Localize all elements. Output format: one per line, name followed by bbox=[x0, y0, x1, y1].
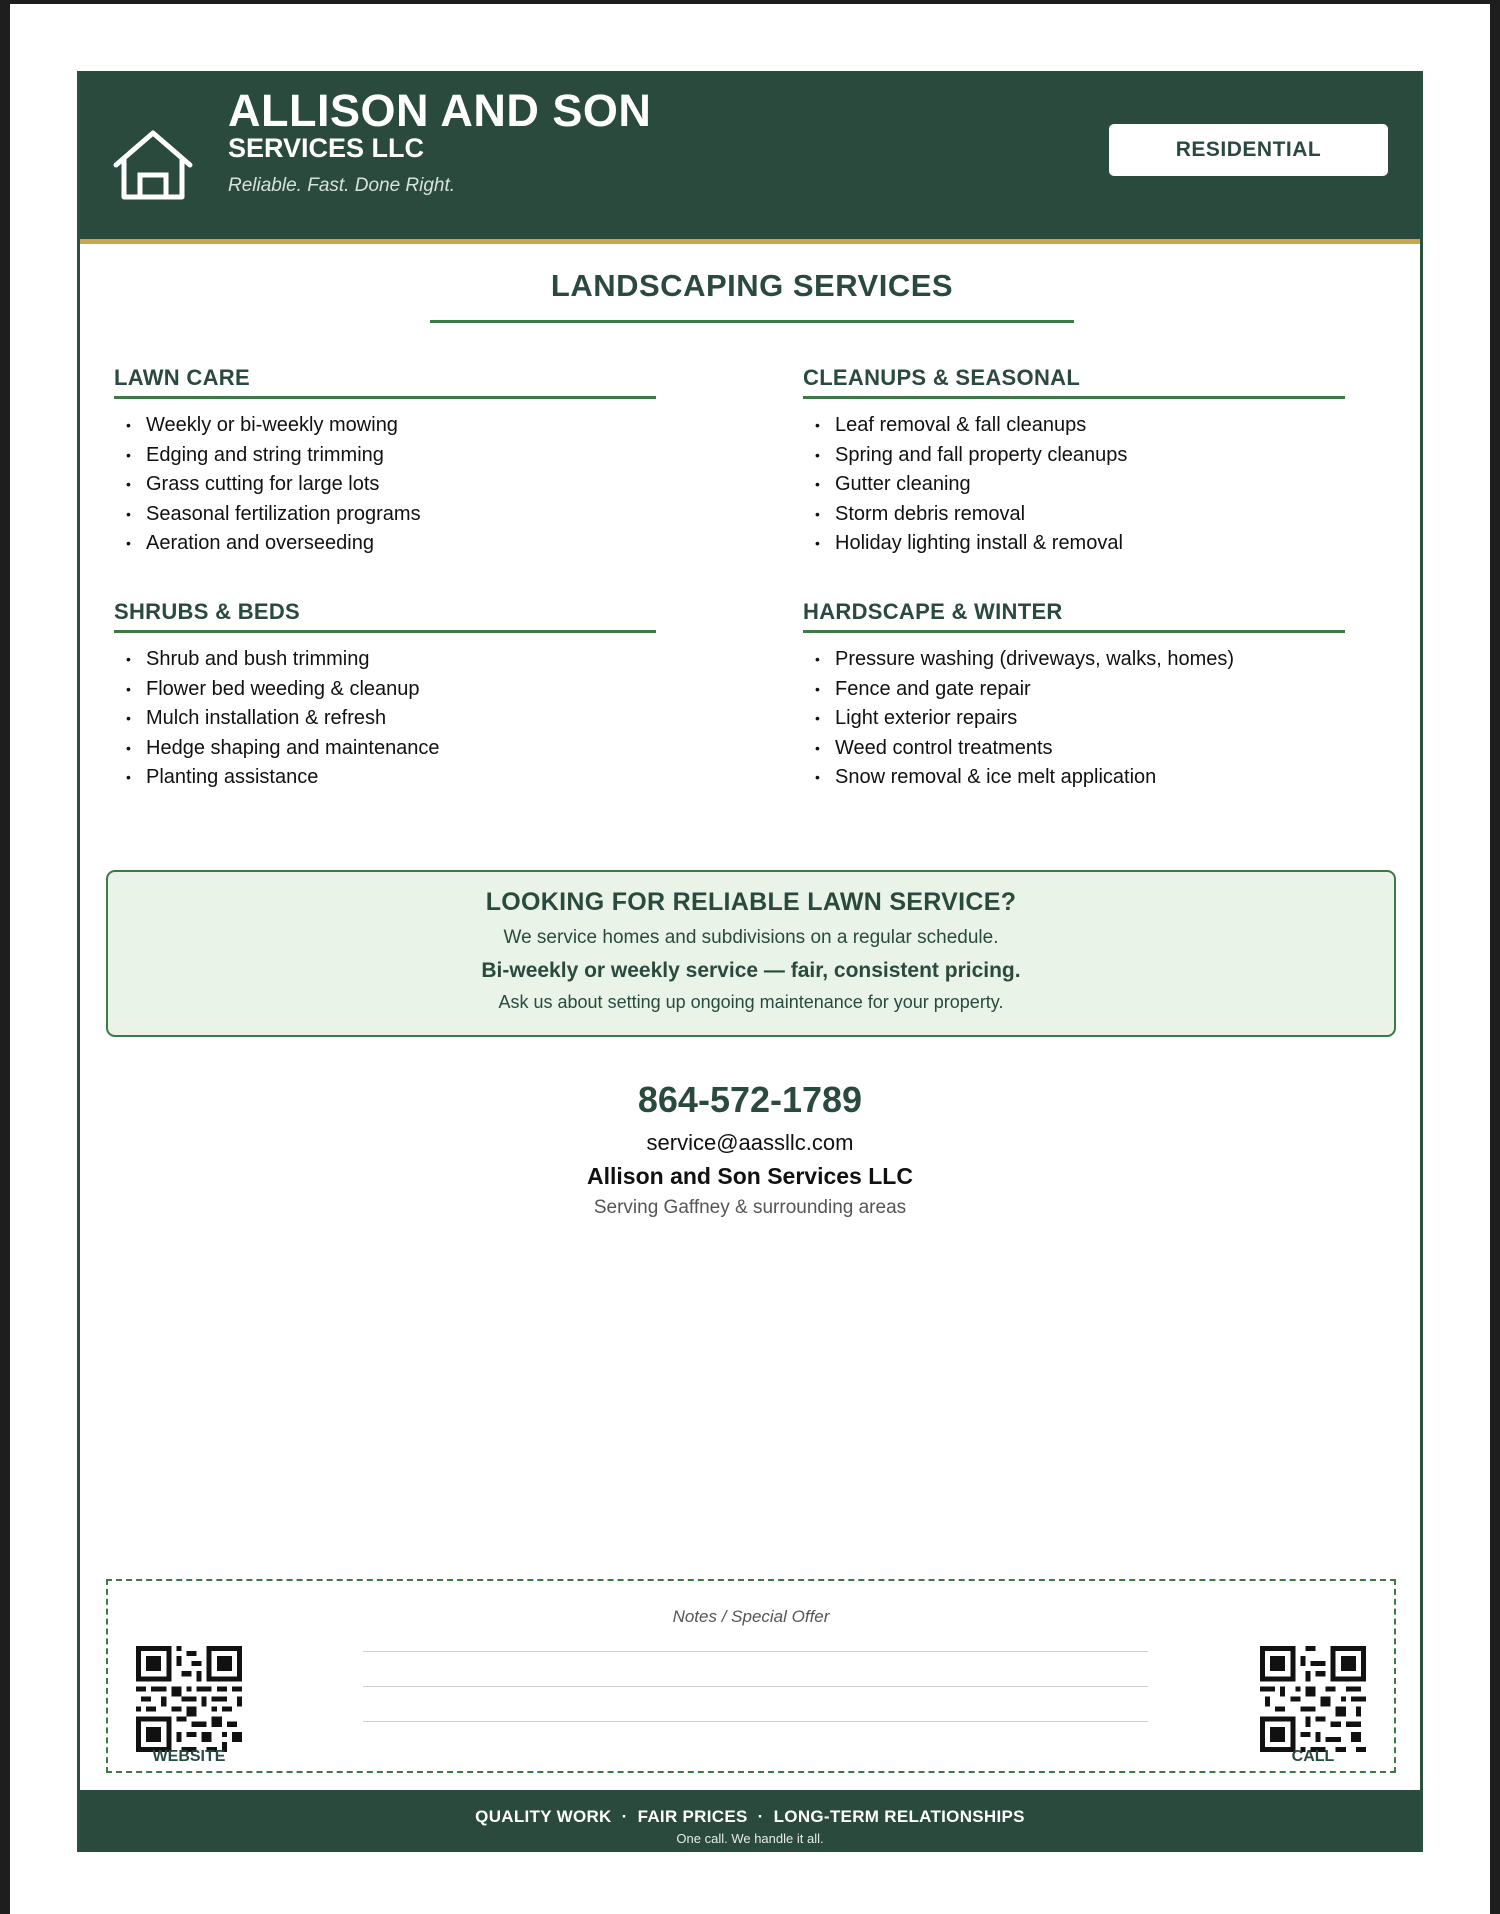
footer-item: LONG-TERM RELATIONSHIPS bbox=[773, 1807, 1025, 1826]
footer-item: FAIR PRICES bbox=[637, 1807, 748, 1826]
list-item: • Flower bed weeding & cleanup bbox=[114, 675, 656, 705]
note-line bbox=[363, 1721, 1148, 1722]
call-qr-code-icon[interactable] bbox=[1260, 1646, 1366, 1752]
promo-note: Ask us about setting up ongoing maintenance for your property. bbox=[498, 992, 1004, 1012]
list-item: • Storm debris removal bbox=[803, 500, 1345, 530]
viewer-top-edge bbox=[0, 0, 1500, 4]
note-line bbox=[363, 1686, 1148, 1687]
viewer-right-edge bbox=[1490, 0, 1500, 1914]
footer-values bbox=[80, 1807, 1420, 1827]
section-title: SHRUBS & BEDS bbox=[114, 599, 656, 633]
section-lawn-care bbox=[114, 365, 656, 559]
email-address[interactable]: service@aassllc.com bbox=[646, 1130, 854, 1155]
flyer-footer bbox=[80, 1790, 1420, 1852]
section-title: LAWN CARE bbox=[114, 365, 656, 399]
promo-text: We service homes and subdivisions on a regular schedule. bbox=[503, 927, 999, 948]
list-item: • Leaf removal & fall cleanups bbox=[803, 411, 1345, 441]
flyer-header bbox=[80, 71, 1420, 244]
list-item: • Seasonal fertilization programs bbox=[114, 500, 656, 530]
list-item: • Pressure washing (driveways, walks, homes) bbox=[803, 645, 1345, 675]
promo-box bbox=[106, 870, 1396, 1037]
website-qr-code-icon[interactable] bbox=[136, 1646, 242, 1752]
notes-box bbox=[106, 1579, 1396, 1773]
section-title: HARDSCAPE & WINTER bbox=[803, 599, 1345, 633]
viewer-left-edge bbox=[0, 0, 10, 1914]
section-shrubs-beds bbox=[114, 599, 656, 793]
list-item: • Aeration and overseeding bbox=[114, 529, 656, 559]
service-list bbox=[114, 645, 656, 793]
phone-number[interactable]: 864-572-1789 bbox=[637, 1079, 863, 1120]
list-item: • Snow removal & ice melt application bbox=[803, 763, 1345, 793]
service-list bbox=[114, 411, 656, 559]
main-title: LANDSCAPING SERVICES bbox=[550, 268, 954, 303]
list-item: • Holiday lighting install & removal bbox=[803, 529, 1345, 559]
list-item: • Mulch installation & refresh bbox=[114, 704, 656, 734]
company-full-name: Allison and Son Services LLC bbox=[587, 1163, 913, 1189]
list-item: • Weekly or bi-weekly mowing bbox=[114, 411, 656, 441]
call-qr-label: CALL bbox=[1291, 1748, 1335, 1765]
list-item: • Fence and gate repair bbox=[803, 675, 1345, 705]
list-item: • Planting assistance bbox=[114, 763, 656, 793]
service-list bbox=[803, 645, 1345, 793]
footer-subtext: One call. We handle it all. bbox=[676, 1831, 824, 1846]
company-suffix: SERVICES LLC bbox=[228, 133, 425, 163]
tagline: Reliable. Fast. Done Right. bbox=[228, 175, 456, 196]
footer-item: QUALITY WORK bbox=[475, 1807, 612, 1826]
section-hardscape-winter bbox=[803, 599, 1345, 793]
notes-label: Notes / Special Offer bbox=[672, 1607, 830, 1626]
residential-badge: RESIDENTIAL bbox=[1109, 124, 1388, 176]
list-item: • Light exterior repairs bbox=[803, 704, 1345, 734]
list-item: • Shrub and bush trimming bbox=[114, 645, 656, 675]
service-area: Serving Gaffney & surrounding areas bbox=[593, 1197, 907, 1218]
footer-separator: · bbox=[621, 1807, 628, 1826]
footer-separator: · bbox=[757, 1807, 764, 1826]
service-list bbox=[803, 411, 1345, 559]
list-item: • Hedge shaping and maintenance bbox=[114, 734, 656, 764]
promo-highlight: Bi-weekly or weekly service — fair, consistent pricing. bbox=[481, 959, 1021, 982]
list-item: • Gutter cleaning bbox=[803, 470, 1345, 500]
promo-title: LOOKING FOR RELIABLE LAWN SERVICE? bbox=[485, 888, 1017, 916]
website-qr-label: WEBSITE bbox=[152, 1748, 226, 1765]
list-item: • Grass cutting for large lots bbox=[114, 470, 656, 500]
flyer-page bbox=[77, 71, 1423, 1852]
company-name: ALLISON AND SON bbox=[228, 85, 652, 136]
title-divider bbox=[430, 320, 1074, 323]
section-title: CLEANUPS & SEASONAL bbox=[803, 365, 1345, 399]
list-item: • Edging and string trimming bbox=[114, 441, 656, 471]
house-icon bbox=[113, 129, 193, 201]
list-item: • Weed control treatments bbox=[803, 734, 1345, 764]
list-item: • Spring and fall property cleanups bbox=[803, 441, 1345, 471]
note-line bbox=[363, 1651, 1148, 1652]
section-cleanups-seasonal bbox=[803, 365, 1345, 559]
